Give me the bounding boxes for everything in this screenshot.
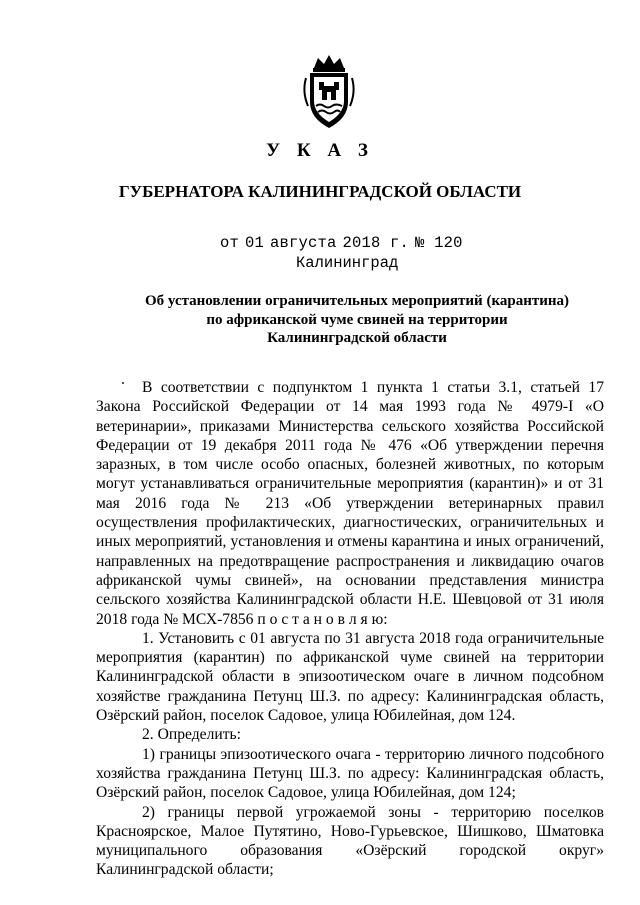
subject-line: Калининградской области bbox=[267, 330, 447, 346]
preamble-text: В соответствии с подпунктом 1 пункта 1 статьи 3.1, статьей 17 Закона Российской Федерации от 14 мая 1993 года № 4979-I «О ветеринарии», приказами Министерства сельского хозяйства Российской Федерации от 19 декабря 2011 года № 476 «Об утверждении перечня заразных, в том числе особо опасных, болезней животных, по которым могут устанавливаться ограничительные мероприятия (карантин)» и от 31 мая 2016 года № 213 «Об утверждении ветеринарных правил осуществления профилактических, диагностических, ограничительных и иных мероприятий, установления и отмены карантина и иных ограничений, направленных на предотвращение распространения и ликвидацию очагов африканской чумы свиней», на основании представления министра сельского хозяйства Калининградской области Н.Е. Шевцовой от 31 июля 2018 года № МСХ-7856 bbox=[96, 379, 604, 628]
date-line bbox=[220, 234, 469, 252]
subject-line: по африканской чуме свиней на территории bbox=[206, 311, 508, 328]
document-type: У К А З bbox=[266, 140, 374, 161]
date-day: 01 bbox=[245, 234, 265, 252]
subject-heading bbox=[132, 292, 582, 348]
document-number: № 120 bbox=[415, 234, 463, 252]
kaliningrad-coat-of-arms-icon bbox=[300, 52, 358, 132]
decree-body bbox=[96, 378, 604, 880]
decree-word: п о с т а н о в л я ю: bbox=[257, 610, 388, 628]
date-month: августа bbox=[270, 234, 337, 252]
city-name: Калининград bbox=[296, 254, 399, 272]
date-prefix: от bbox=[220, 234, 240, 252]
subject-line: Об установлении ограничительных мероприятий (карантина) bbox=[144, 293, 569, 309]
date-year: 2018 г. bbox=[342, 234, 410, 252]
item-2-2-paragraph: 2) границы первой угрожаемой зоны - территорию поселков Красноярское, Малое Путятино, Ново-Гурьевское, Шишково, Шматовка муниципального образования «Озёрский городской округ» Калининградской области; bbox=[96, 803, 604, 879]
item-2-paragraph: 2. Определить: bbox=[142, 726, 241, 744]
preamble-paragraph bbox=[96, 378, 604, 629]
item-2-1-paragraph: 1) границы эпизоотического очага - территорию личного подсобного хозяйства гражданина Петунц Ш.З. по адресу: Калининградская область, Озёрский район, поселок Садовое, улица Юбилейная, дом 124; bbox=[96, 745, 604, 802]
item-1-paragraph: 1. Установить с 01 августа по 31 августа 2018 года ограничительные мероприятия (карантин) по африканской чуме свиней на территории Калининградской области в эпизоотическом очаге в личном подсобном хозяйстве гражданина Петунц Ш.З. по адресу: Калининградская область, Озёрский район, поселок Садовое, улица Юбилейная, дом 124. bbox=[96, 629, 604, 725]
issuer-title: ГУБЕРНАТОРА КАЛИНИНГРАДСКОЙ ОБЛАСТИ bbox=[118, 182, 522, 201]
